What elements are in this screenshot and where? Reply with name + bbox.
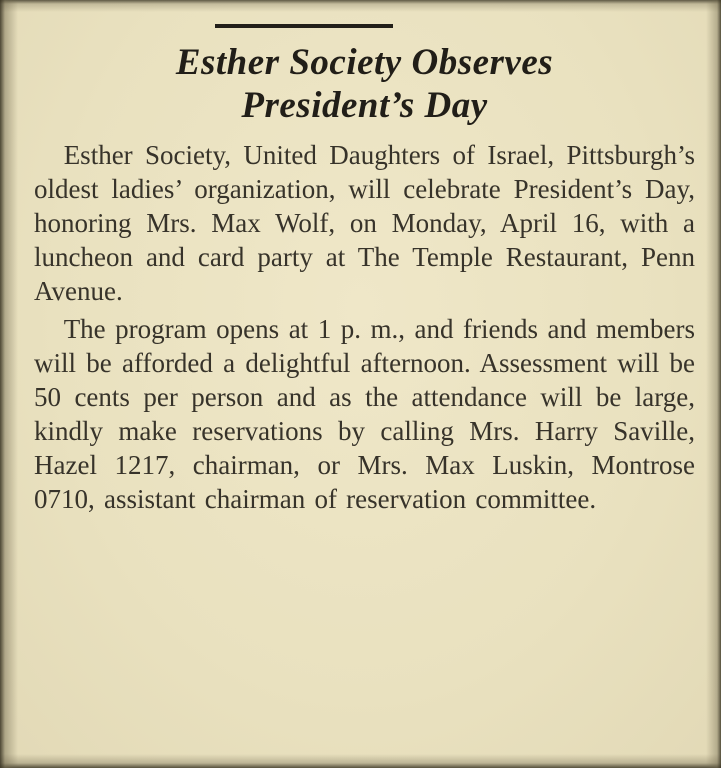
article-headline — [34, 42, 695, 128]
article — [34, 18, 695, 519]
headline-rule — [215, 24, 393, 28]
article-paragraph: The program opens at 1 p. m., and friends and members will be afforded a delightful afternoon. Assessment will be 50 cents per person and as the attendance will be large, kindly make reservations by calling Mrs. Harry Saville, Hazel 1217, chairman, or Mrs. Max Luskin, Montrose 0710, assistant chairman of reservation committee. — [34, 313, 695, 514]
headline-line-1: Esther Society Observes — [175, 42, 554, 83]
article-paragraph: Esther Society, United Daughters of Israel, Pittsburgh’s oldest ladies’ organization, will celebrate President’s Day, honoring Mrs. Max Wolf, on Monday, April 16, with a luncheon and card party at The Temple Restaurant, Penn Avenue. — [34, 139, 695, 306]
article-body — [34, 138, 695, 516]
headline-line-2: President’s Day — [241, 84, 488, 126]
